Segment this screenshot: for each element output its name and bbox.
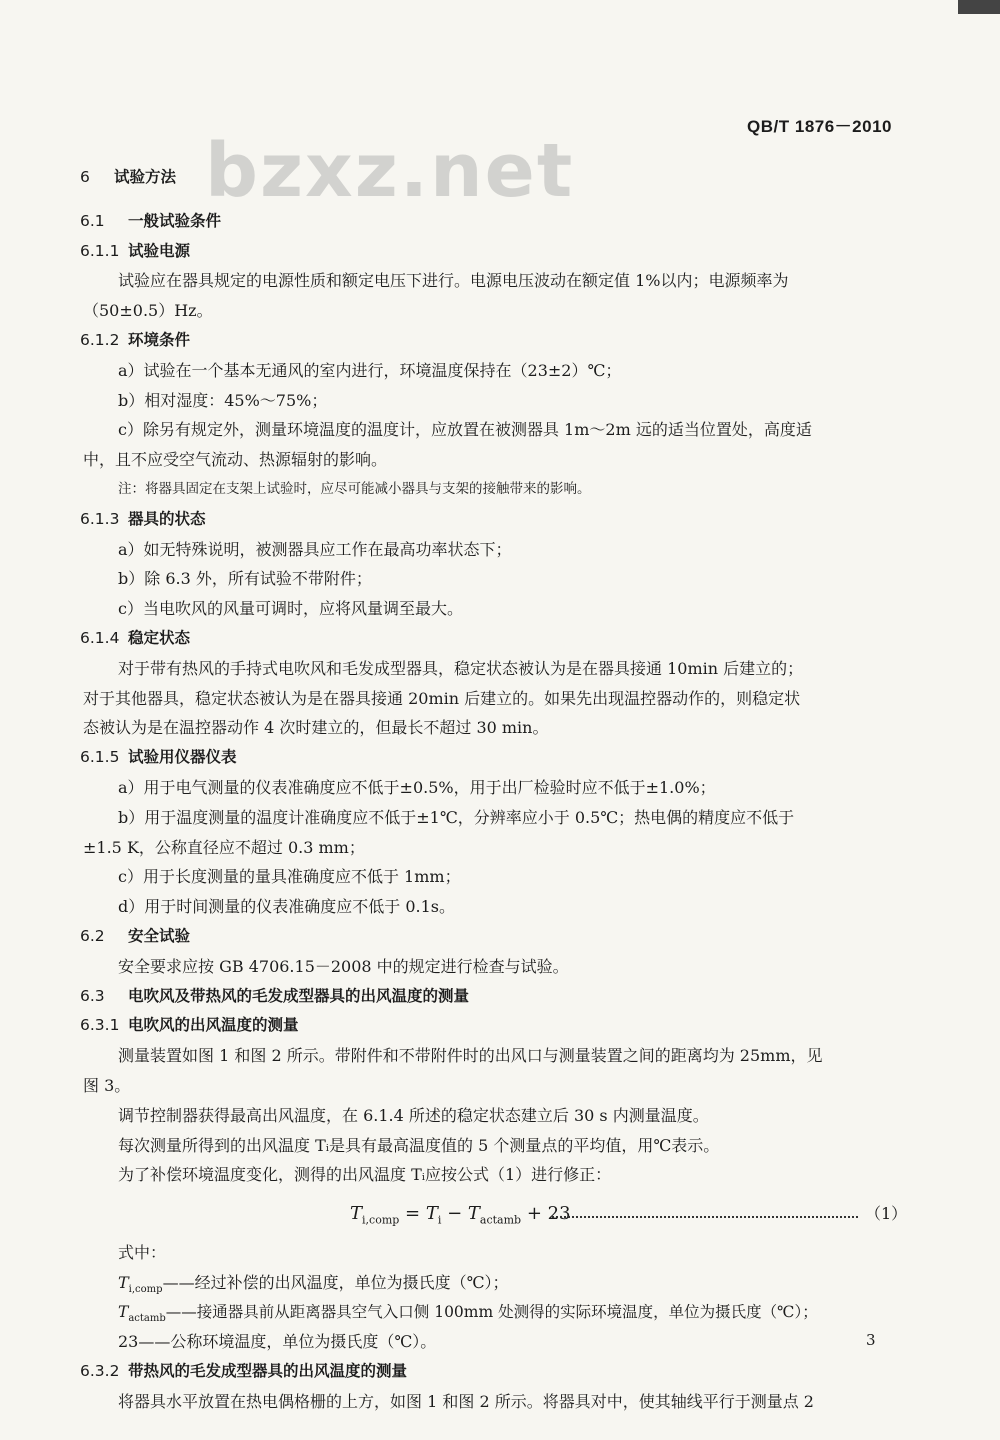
list-item: a）用于电气测量的仪表准确度应不低于±0.5%，用于出厂检验时应不低于±1.0%； <box>118 777 716 797</box>
formula-expression <box>350 1190 571 1245</box>
paragraph-line: 试验应在器具规定的电源性质和额定电压下进行。电源电压波动在额定值 1%以内；电源频率为 <box>118 271 789 291</box>
section-6-3-1-heading <box>0 1011 1000 1041</box>
section-title: 安全试验 <box>128 926 191 945</box>
section-number: 6.1.3 <box>80 509 120 528</box>
symbol: T <box>118 1272 129 1292</box>
list-item: b）用于温度测量的温度计准确度应不低于±1℃，分辨率应小于 0.5℃；热电偶的精度应不低于 <box>118 807 795 827</box>
section-title: 带热风的毛发成型器具的出风温度的测量 <box>128 1362 408 1381</box>
definition-text: ——接通器具前从距离器具空气入口侧 100mm 处测得的实际环境温度，单位为摄氏度（℃）； <box>165 1302 818 1321</box>
formula-operator: − <box>441 1203 468 1225</box>
section-6-1-heading <box>0 207 1000 237</box>
section-6-2-heading <box>0 922 1000 952</box>
section-6-3-heading <box>0 982 1000 1012</box>
section-title: 器具的状态 <box>128 509 206 528</box>
section-6-1-4-heading <box>0 624 1000 654</box>
formula-1 <box>0 1190 1000 1238</box>
section-title: 稳定状态 <box>128 628 191 647</box>
section-title: 电吹风的出风温度的测量 <box>128 1016 299 1035</box>
formula-subscript: actamb <box>479 1213 522 1227</box>
formula-symbol: T <box>425 1203 438 1225</box>
section-6-heading <box>0 163 1000 193</box>
formula-subscript: i <box>437 1213 442 1227</box>
section-6-1-2-heading <box>0 326 1000 356</box>
list-item: b）除 6.3 外，所有试验不带附件； <box>118 569 372 589</box>
page-number: 3 <box>866 1331 876 1349</box>
standard-code: QB/T 1876－2010 <box>747 117 892 136</box>
list-item: c）除另有规定外，测量环境温度的温度计，应放置在被测器具 1m～2m 远的适当位置处，高度适 <box>118 420 812 440</box>
section-title: 试验电源 <box>128 241 191 260</box>
section-title: 电吹风及带热风的毛发成型器具的出风温度的测量 <box>128 986 470 1005</box>
paragraph-line: 调节控制器获得最高出风温度，在 6.1.4 所述的稳定状态建立后 30 s 内测量温度。 <box>118 1105 709 1125</box>
section-number: 6.1.5 <box>80 748 120 767</box>
section-number: 6.1 <box>80 211 105 230</box>
section-number: 6.2 <box>80 926 105 945</box>
paragraph-line: 将器具水平放置在热电偶格栅的上方，如图 1 和图 2 所示。将器具对中，使其轴线平行于测量点 2 <box>118 1392 814 1412</box>
paragraph-line: 测量装置如图 1 和图 2 所示。带附件和不带附件时的出风口与测量装置之间的距离均为 25mm，见 <box>118 1046 823 1066</box>
definition-symbol <box>118 1302 166 1324</box>
definition-line: 23——公称环境温度，单位为摄氏度（℃）。 <box>118 1332 437 1352</box>
spacer <box>0 193 1000 207</box>
section-6-1-1-heading <box>0 237 1000 267</box>
symbol-subscript: actamb <box>128 1312 166 1324</box>
scan-corner-mark <box>958 0 1000 14</box>
section-number: 6.3 <box>80 986 105 1005</box>
list-item-continued: ±1.5 K，公称直径应不超过 0.3 mm； <box>83 837 365 857</box>
equation-number: （1） <box>865 1204 908 1224</box>
watermark: bzxz.net <box>205 128 575 214</box>
paragraph-line: 态被认为是在温控器动作 4 次时建立的，但最长不超过 30 min。 <box>83 718 549 738</box>
section-6-3-2-heading <box>0 1357 1000 1387</box>
note: 注：将器具固定在支架上试验时，应尽可能减小器具与支架的接触带来的影响。 <box>118 480 591 497</box>
section-number: 6.1.2 <box>80 330 120 349</box>
list-item: b）相对湿度：45%～75%； <box>118 390 328 410</box>
section-number: 6.1.1 <box>80 241 120 260</box>
formula-subscript: i,comp <box>362 1213 400 1227</box>
formula-operator: = <box>399 1203 426 1225</box>
definition-text: ——经过补偿的出风温度，单位为摄氏度（℃）； <box>162 1272 509 1292</box>
list-item: c）用于长度测量的量具准确度应不低于 1mm； <box>118 867 461 887</box>
list-item: d）用于时间测量的仪表准确度应不低于 0.1s。 <box>118 897 455 917</box>
section-6-1-5-heading <box>0 743 1000 773</box>
section-title: 试验用仪器仪表 <box>128 748 237 767</box>
definition-line <box>0 1268 1000 1298</box>
symbol-subscript: i,comp <box>128 1284 163 1296</box>
paragraph-line: 图 3。 <box>83 1075 131 1095</box>
list-item-continued: 中，且不应受空气流动、热源辐射的影响。 <box>83 450 388 470</box>
symbol: T <box>118 1302 129 1321</box>
document-body <box>0 163 1000 1417</box>
paragraph-line: 安全要求应按 GB 4706.15－2008 中的规定进行检查与试验。 <box>118 956 569 976</box>
section-number: 6.3.1 <box>80 1016 120 1035</box>
leader-dots <box>552 1210 858 1218</box>
paragraph-line: 为了补偿环境温度变化，测得的出风温度 Tᵢ应按公式（1）进行修正： <box>118 1165 612 1185</box>
paragraph-line: 对于其他器具，稳定状态被认为是在器具接通 20min 后建立的。如果先出现温控器动作的，则稳定状 <box>83 688 801 708</box>
formula-operator: + 23 <box>521 1203 571 1225</box>
formula-symbol: T <box>467 1203 480 1225</box>
list-item: c）当电吹风的风量可调时，应将风量调至最大。 <box>118 599 463 619</box>
where-label: 式中： <box>118 1243 167 1263</box>
section-title: 试验方法 <box>114 168 177 186</box>
section-number: 6.1.4 <box>80 628 120 647</box>
section-6-1-3-heading <box>0 505 1000 535</box>
paragraph-line: 每次测量所得到的出风温度 Tᵢ是具有最高温度值的 5 个测量点的平均值，用℃表示。 <box>118 1135 720 1155</box>
section-title: 环境条件 <box>128 330 191 349</box>
list-item: a）如无特殊说明，被测器具应工作在最高功率状态下； <box>118 539 512 559</box>
list-item: a）试验在一个基本无通风的室内进行，环境温度保持在（23±2）℃； <box>118 360 622 380</box>
section-number: 6.3.2 <box>80 1362 120 1381</box>
definition-line <box>0 1298 1000 1328</box>
section-title: 一般试验条件 <box>128 211 222 230</box>
paragraph-line: 对于带有热风的手持式电吹风和毛发成型器具，稳定状态被认为是在器具接通 10min 后建立的； <box>118 658 804 678</box>
definition-symbol <box>118 1272 163 1296</box>
formula-symbol: T <box>350 1203 363 1225</box>
paragraph-line: （50±0.5）Hz。 <box>83 301 213 321</box>
section-number: 6 <box>80 168 90 186</box>
